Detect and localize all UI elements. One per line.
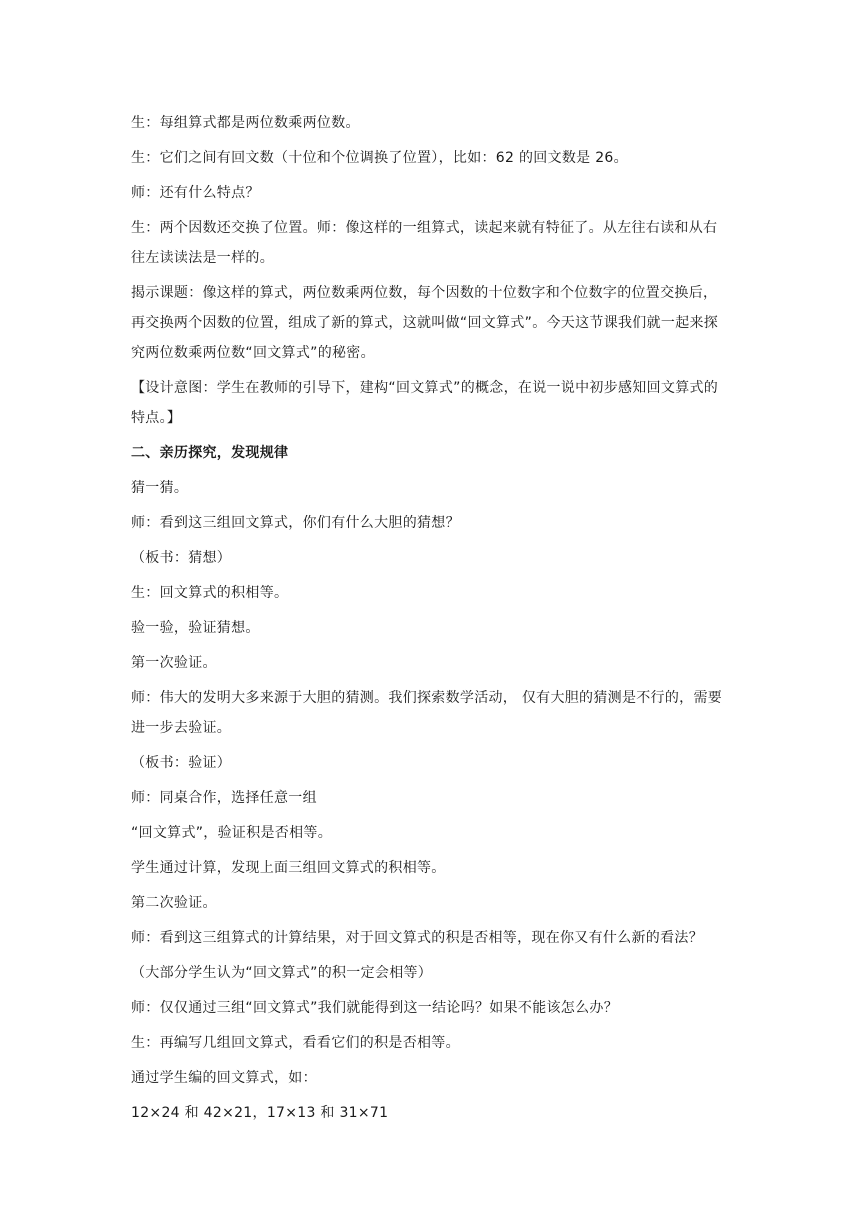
paragraph-14: （板书：验证）	[131, 755, 232, 771]
document-body	[131, 108, 731, 1133]
paragraph-2: 生：它们之间有回文数（十位和个位调换了位置），比如：62 的回文数是 26。	[131, 150, 628, 166]
paragraph-18: 第二次验证。	[131, 895, 217, 911]
design-intent-note: 【设计意图：学生在教师的引导下，建构“回文算式”的概念，在说一说中初步感知回文算式的特点。】	[131, 380, 719, 426]
paragraph-8: 师：看到这三组回文算式，你们有什么大胆的猜想？	[131, 515, 460, 531]
formula-examples: 12×24 和 42×21，17×13 和 31×71	[131, 1105, 389, 1121]
paragraph-7: 猜一猜。	[131, 480, 189, 496]
paragraph-11: 验一验，验证猜想。	[131, 620, 260, 636]
paragraph-22: 生：再编写几组回文算式，看看它们的积是否相等。	[131, 1035, 460, 1051]
paragraph-21: 师：仅仅通过三组“回文算式”我们就能得到这一结论吗？如果不能该怎么办？	[131, 1000, 619, 1016]
paragraph-16: “回文算式”，验证积是否相等。	[131, 825, 333, 841]
paragraph-3: 师：还有什么特点？	[131, 185, 260, 201]
paragraph-13: 师：伟大的发明大多来源于大胆的猜测。我们探索数学活动， 仅有大胆的猜测是不行的，需要进一步去验证。	[131, 690, 723, 736]
paragraph-15: 师：同桌合作，选择任意一组	[131, 790, 317, 806]
paragraph-12: 第一次验证。	[131, 655, 217, 671]
paragraph-20: （大部分学生认为“回文算式”的积一定会相等）	[131, 965, 433, 981]
paragraph-1: 生：每组算式都是两位数乘两位数。	[131, 115, 360, 131]
paragraph-23: 通过学生编的回文算式，如：	[131, 1070, 317, 1086]
section-heading: 二、亲历探究，发现规律	[131, 445, 289, 461]
paragraph-4: 生：两个因数还交换了位置。师：像这样的一组算式，读起来就有特征了。从左往右读和从右往左读读法是一样的。	[131, 220, 718, 266]
paragraph-10: 生：回文算式的积相等。	[131, 585, 289, 601]
paragraph-9: （板书：猜想）	[131, 550, 232, 566]
paragraph-17: 学生通过计算，发现上面三组回文算式的积相等。	[131, 860, 446, 876]
paragraph-5: 揭示课题：像这样的算式，两位数乘两位数，每个因数的十位数字和个位数字的位置交换后，再交换两个因数的位置，组成了新的算式，这就叫做“回文算式”。今天这节课我们就一起来探究两位数乘两位数“回文算式”的秘密。	[131, 285, 719, 361]
paragraph-19: 师：看到这三组算式的计算结果，对于回文算式的积是否相等，现在你又有什么新的看法？	[131, 930, 703, 946]
